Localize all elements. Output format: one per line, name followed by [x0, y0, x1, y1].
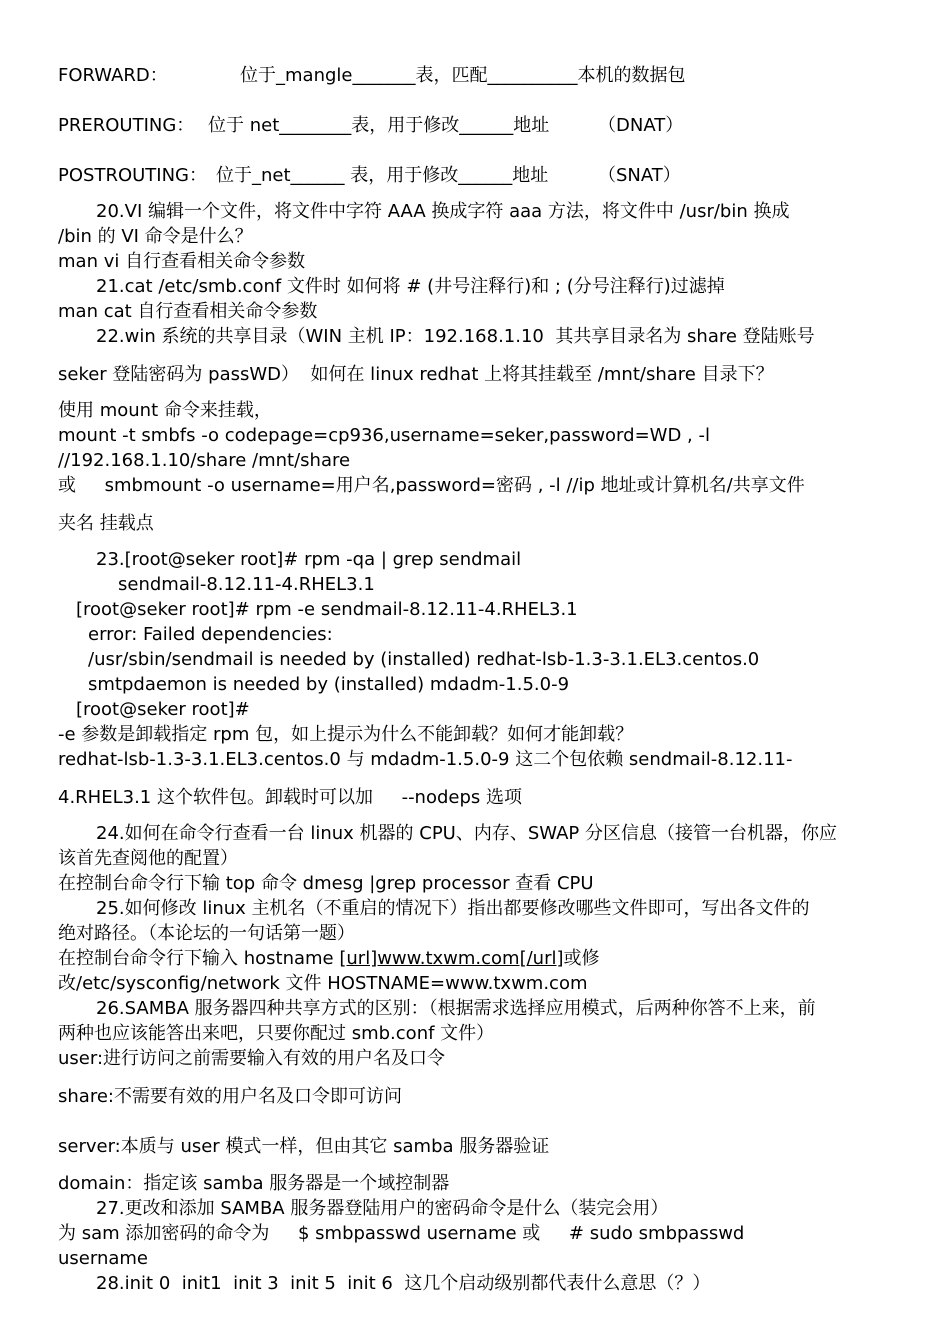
- q23-line-7: [root@seker root]#: [76, 699, 250, 720]
- postrouting-desc: 位于_net______ 表，用于修改______地址: [216, 165, 549, 186]
- q20-answer: man vi 自行查看相关命令参数: [58, 251, 306, 272]
- snat-tag: （SNAT）: [598, 165, 681, 186]
- postrouting-label: POSTROUTING：: [58, 165, 208, 186]
- q22-answer-4: 或 smbmount -o username=用户名,password=密码 , -l //ip 地址或计算机名/共享文件: [58, 475, 805, 496]
- q23-line-1: 23.[root@seker root]# rpm -qa | grep sendmail: [96, 549, 522, 570]
- hostname-link[interactable]: [url]www.txwm.com[/url]: [339, 948, 564, 969]
- prerouting-desc: 位于 net________表，用于修改______地址: [208, 115, 550, 136]
- q22-answer-5: 夹名 挂载点: [58, 513, 154, 534]
- q21-question: 21.cat /etc/smb.conf 文件时 如何将 # (井号注释行)和 ; (分号注释行)过滤掉: [96, 276, 725, 297]
- q26-domain-mode: domain：指定该 samba 服务器是一个域控制器: [58, 1173, 450, 1194]
- q23-line-3: [root@seker root]# rpm -e sendmail-8.12.11-4.RHEL3.1: [76, 599, 578, 620]
- forward-desc: 位于_mangle_______表，匹配__________本机的数据包: [240, 65, 686, 86]
- dnat-tag: （DNAT）: [598, 115, 684, 136]
- q24-question-cont: 该首先查阅他的配置）: [58, 848, 238, 869]
- q23-line-2: sendmail-8.12.11-4.RHEL3.1: [118, 574, 375, 595]
- q22-answer-2: mount -t smbfs -o codepage=cp936,username=seker,password=WD , -l: [58, 425, 710, 446]
- q26-share-mode: share:不需要有效的用户名及口令即可访问: [58, 1086, 402, 1107]
- q27-answer-1: 为 sam 添加密码的命令为 $ smbpasswd username 或 # sudo smbpasswd: [58, 1223, 745, 1244]
- q23-answer-1: redhat-lsb-1.3-3.1.EL3.centos.0 与 mdadm-1.5.0-9 这二个包依赖 sendmail-8.12.11-: [58, 749, 793, 770]
- q20-question: 20.VI 编辑一个文件，将文件中字符 AAA 换成字符 aaa 方法，将文件中 /usr/bin 换成: [96, 201, 790, 222]
- forward-label: FORWARD：: [58, 65, 168, 86]
- forward-line: [58, 63, 686, 88]
- q25-question: 25.如何修改 linux 主机名（不重启的情况下）指出都要修改哪些文件即可，写出各文件的: [96, 898, 810, 919]
- q24-answer: 在控制台命令行下输 top 命令 dmesg |grep processor 查看 CPU: [58, 873, 594, 894]
- q22-question-cont: seker 登陆密码为 passWD） 如何在 linux redhat 上将其挂载至 /mnt/share 目录下？: [58, 364, 774, 385]
- q22-answer-1: 使用 mount 命令来挂载，: [58, 400, 272, 421]
- q22-question: 22.win 系统的共享目录（WIN 主机 IP：192.168.1.10 其共享目录名为 share 登陆账号: [96, 326, 815, 347]
- q26-user-mode: user:进行访问之前需要输入有效的用户名及口令: [58, 1048, 446, 1069]
- q25-answer-1: 在控制台命令行下输入 hostname [url]www.txwm.com[/url]或修: [58, 948, 600, 969]
- q27-question: 27.更改和添加 SAMBA 服务器登陆用户的密码命令是什么（装完会用）: [96, 1198, 669, 1219]
- q24-question: 24.如何在命令行查看一台 linux 机器的 CPU、内存、SWAP 分区信息（接管一台机器，你应: [96, 823, 837, 844]
- q21-answer: man cat 自行查看相关命令参数: [58, 301, 318, 322]
- q23-line-5: /usr/sbin/sendmail is needed by (installed) redhat-lsb-1.3-3.1.EL3.centos.0: [88, 649, 760, 670]
- q20-question-cont: /bin 的 VI 命令是什么？: [58, 226, 253, 247]
- q23-line-6: smtpdaemon is needed by (installed) mdadm-1.5.0-9: [88, 674, 570, 695]
- q25-answer-2: 改/etc/sysconfig/network 文件 HOSTNAME=www.txwm.com: [58, 973, 588, 994]
- q23-line-4: error: Failed dependencies:: [88, 624, 333, 645]
- q22-answer-3: //192.168.1.10/share /mnt/share: [58, 450, 351, 471]
- q25-question-cont: 绝对路径。（本论坛的一句话第一题）: [58, 923, 355, 944]
- q23-question: -e 参数是卸载指定 rpm 包，如上提示为什么不能卸载？如何才能卸载？: [58, 724, 634, 745]
- q23-answer-2: 4.RHEL3.1 这个软件包。卸载时可以加 --nodeps 选项: [58, 787, 523, 808]
- q28-question: 28.init 0 init1 init 3 init 5 init 6 这几个启动级别都代表什么意思（？）: [96, 1273, 711, 1294]
- q27-answer-2: username: [58, 1248, 148, 1269]
- prerouting-line: [58, 113, 684, 138]
- prerouting-label: PREROUTING：: [58, 115, 195, 136]
- q26-server-mode: server:本质与 user 模式一样，但由其它 samba 服务器验证: [58, 1136, 550, 1157]
- q26-question: 26.SAMBA 服务器四种共享方式的区别：（根据需求选择应用模式，后两种你答不上来，前: [96, 998, 816, 1019]
- q26-question-cont: 两种也应该能答出来吧，只要你配过 smb.conf 文件）: [58, 1023, 495, 1044]
- postrouting-line: [58, 163, 681, 188]
